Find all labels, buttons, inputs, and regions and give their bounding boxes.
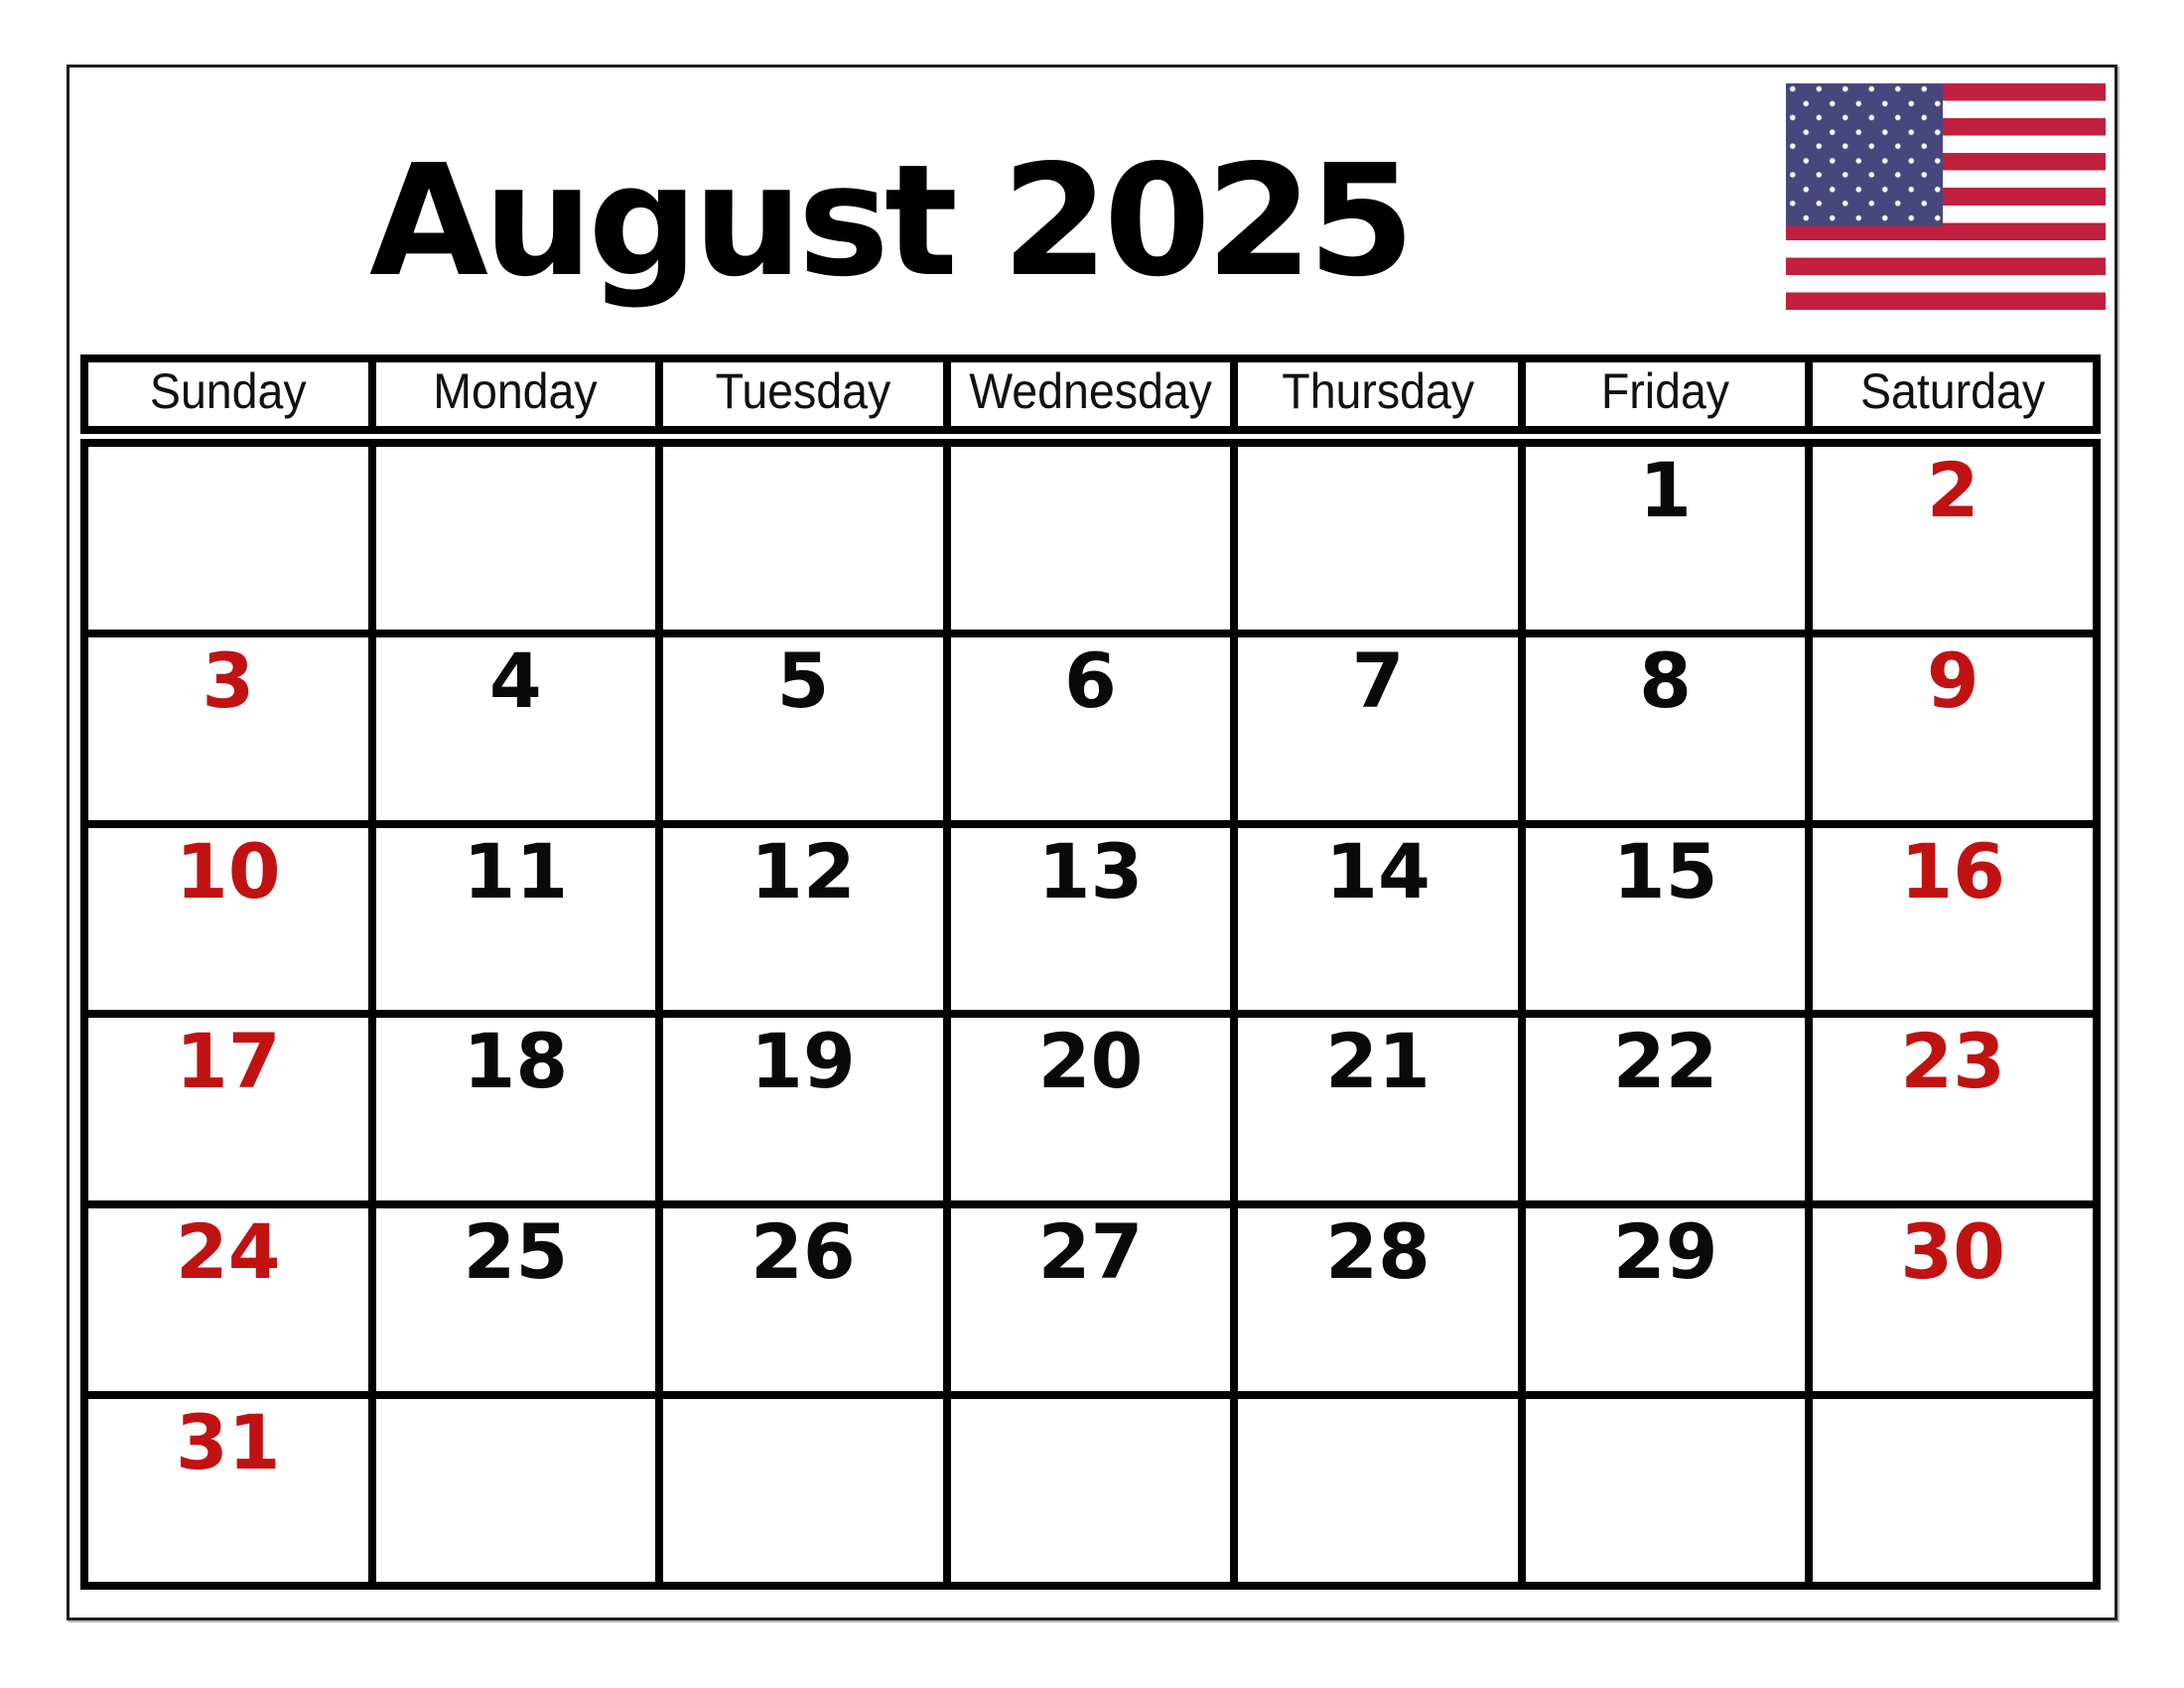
day-number: 7 [1351, 635, 1405, 725]
day-number: 23 [1900, 1017, 2006, 1106]
day-number: 1 [1639, 446, 1693, 534]
day-number: 27 [1037, 1207, 1144, 1297]
day-number: 20 [1037, 1017, 1144, 1106]
day-cell-5 [659, 633, 947, 824]
day-cell-empty [372, 1395, 660, 1586]
day-cell-empty [84, 443, 372, 633]
day-cell-15 [1522, 824, 1810, 1015]
day-cell-empty [1809, 1395, 2097, 1586]
day-cell-empty [659, 1395, 947, 1586]
day-number: 15 [1612, 826, 1718, 915]
week-row-2 [84, 633, 2097, 824]
day-number: 22 [1612, 1017, 1718, 1106]
weekday-label: Friday [1600, 363, 1730, 419]
day-number: 19 [751, 1017, 856, 1106]
day-cell-13 [947, 824, 1235, 1015]
day-cell-12 [659, 824, 947, 1015]
day-number: 24 [175, 1207, 281, 1297]
weekday-header-monday [372, 358, 660, 430]
day-number: 25 [463, 1207, 569, 1297]
day-number: 13 [1037, 826, 1144, 915]
flag-star-field [1786, 83, 1943, 226]
day-cell-16 [1809, 824, 2097, 1015]
day-number: 18 [463, 1017, 569, 1106]
week-row-5 [84, 1204, 2097, 1395]
weekday-header-wednesday [947, 358, 1235, 430]
day-number: 12 [751, 826, 856, 915]
day-number: 29 [1612, 1207, 1718, 1297]
day-cell-10 [84, 824, 372, 1015]
us-flag-icon [1786, 83, 2106, 310]
day-number: 5 [776, 635, 830, 725]
day-cell-11 [372, 824, 660, 1015]
day-number: 10 [175, 826, 281, 915]
day-number: 4 [488, 635, 542, 725]
day-cell-2 [1809, 443, 2097, 633]
day-cell-8 [1522, 633, 1810, 824]
day-cell-6 [947, 633, 1235, 824]
day-number: 21 [1325, 1017, 1431, 1106]
day-number: 11 [463, 826, 569, 915]
day-number: 9 [1926, 635, 1979, 725]
day-number: 2 [1926, 446, 1979, 534]
day-cell-empty [947, 1395, 1235, 1586]
day-cell-14 [1234, 824, 1522, 1015]
day-cell-1 [1522, 443, 1810, 633]
day-cell-30 [1809, 1204, 2097, 1395]
calendar-grid [80, 439, 2101, 1590]
day-cell-empty [947, 443, 1235, 633]
day-cell-empty [659, 443, 947, 633]
day-number: 6 [1064, 635, 1117, 725]
week-row-6 [84, 1395, 2097, 1586]
weekday-header-saturday [1809, 358, 2097, 430]
day-number: 17 [175, 1017, 281, 1106]
day-cell-26 [659, 1204, 947, 1395]
day-number: 31 [175, 1398, 281, 1487]
weekday-label: Sunday [149, 363, 307, 419]
day-cell-23 [1809, 1014, 2097, 1204]
day-cell-17 [84, 1014, 372, 1204]
day-cell-28 [1234, 1204, 1522, 1395]
day-number: 28 [1325, 1207, 1431, 1297]
weekday-row [84, 358, 2097, 430]
day-cell-29 [1522, 1204, 1810, 1395]
day-cell-empty [1234, 1395, 1522, 1586]
day-cell-18 [372, 1014, 660, 1204]
day-number: 30 [1900, 1207, 2006, 1297]
weekday-header-friday [1522, 358, 1810, 430]
day-cell-21 [1234, 1014, 1522, 1204]
day-cell-24 [84, 1204, 372, 1395]
weekday-header-tuesday [659, 358, 947, 430]
week-row-3 [84, 824, 2097, 1015]
day-number: 3 [202, 635, 255, 725]
month-title: August 2025 [369, 131, 1411, 311]
weekday-label: Monday [433, 363, 599, 419]
day-cell-19 [659, 1014, 947, 1204]
week-row-1 [84, 443, 2097, 633]
day-cell-20 [947, 1014, 1235, 1204]
day-cell-empty [1522, 1395, 1810, 1586]
day-number: 26 [751, 1207, 856, 1297]
weekday-header-thursday [1234, 358, 1522, 430]
weekday-label: Tuesday [715, 363, 891, 419]
day-cell-empty [372, 443, 660, 633]
day-number: 14 [1325, 826, 1431, 915]
weekday-label: Wednesday [969, 363, 1212, 419]
weekday-header-row [80, 354, 2101, 434]
day-cell-31 [84, 1395, 372, 1586]
day-cell-4 [372, 633, 660, 824]
day-cell-7 [1234, 633, 1522, 824]
day-cell-9 [1809, 633, 2097, 824]
weekday-label: Thursday [1282, 363, 1474, 419]
weekday-header-sunday [84, 358, 372, 430]
day-cell-empty [1234, 443, 1522, 633]
day-number: 8 [1639, 635, 1693, 725]
weekday-label: Saturday [1860, 363, 2046, 419]
day-cell-22 [1522, 1014, 1810, 1204]
day-cell-27 [947, 1204, 1235, 1395]
day-cell-3 [84, 633, 372, 824]
day-number: 16 [1900, 826, 2006, 915]
day-cell-25 [372, 1204, 660, 1395]
week-row-4 [84, 1014, 2097, 1204]
